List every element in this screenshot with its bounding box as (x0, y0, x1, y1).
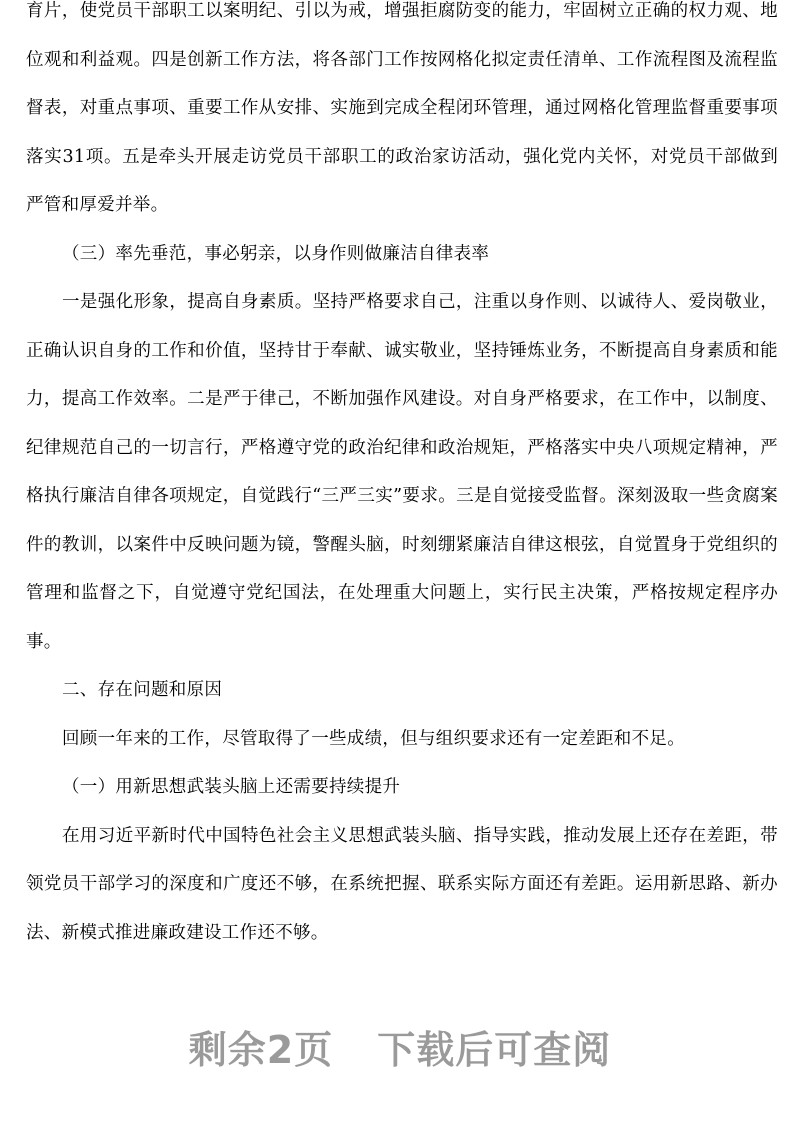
section-heading-3: （三）率先垂范，事必躬亲，以身作则做廉洁自律表率 (62, 243, 490, 264)
paragraph-self-discipline: 一是强化形象，提高自身素质。坚持严格要求自己，注重以身作则、以诚待人、爱岗敬业，正确认识自身的工作和价值，坚持甘于奉献、诚实敬业，坚持锤炼业务，不断提高自身素质和能力，提高工作效率。二是严于律己，不断加强作风建设。对自身严格要求，在工作中，以制度、纪律规范自己的一切言行，严格遵守党的政治纪律和政治规矩，严格落实中央八项规定精神，严格执行廉洁自律各项规定，自觉践行“三严三实”要求。三是自觉接受监督。深刻汲取一些贪腐案件的教训，以案件中反映问题为镜，警醒头脑，时刻绷紧廉洁自律这根弦，自觉置身于党组织的管理和监督之下，自觉遵守党纪国法，在处理重大问题上，实行民主决策，严格按规定程序办事。 (26, 292, 778, 652)
paragraph-thought-gap: 在用习近平新时代中国特色社会主义思想武装头脑、指导实践，推动发展上还存在差距，带领党员干部学习的深度和广度还不够，在系统把握、联系实际方面还有差距。运用新思路、新办法、新模式推进廉政建设工作还不够。 (26, 825, 778, 943)
download-prompt[interactable] (0, 1020, 800, 1080)
paragraph-review: 回顾一年来的工作，尽管取得了一些成绩，但与组织要求还有一定差距和不足。 (62, 728, 685, 749)
section-heading-problems: 二、存在问题和原因 (62, 680, 223, 700)
document-body (26, 0, 778, 957)
section-heading-subsection-1: （一）用新思想武装头脑上还需要持续提升 (62, 777, 401, 797)
download-to-view-label: 下载后可查阅 (377, 1028, 612, 1072)
remaining-pages-label: 剩余2页 (188, 1028, 334, 1072)
paragraph-continued: 育片，使党员干部职工以案明纪、引以为戒，增强拒腐防变的能力，牢固树立正确的权力观、地位观和利益观。四是创新工作方法，将各部门工作按网格化拟定责任清单、工作流程图及流程监督表，对重点事项、重要工作从安排、实施到完成全程闭环管理，通过网格化管理监督重要事项落实31项。五是牵头开展走访党员干部职工的政治家访活动，强化党内关怀，对党员干部做到严管和厚爱并举。 (26, 1, 778, 215)
